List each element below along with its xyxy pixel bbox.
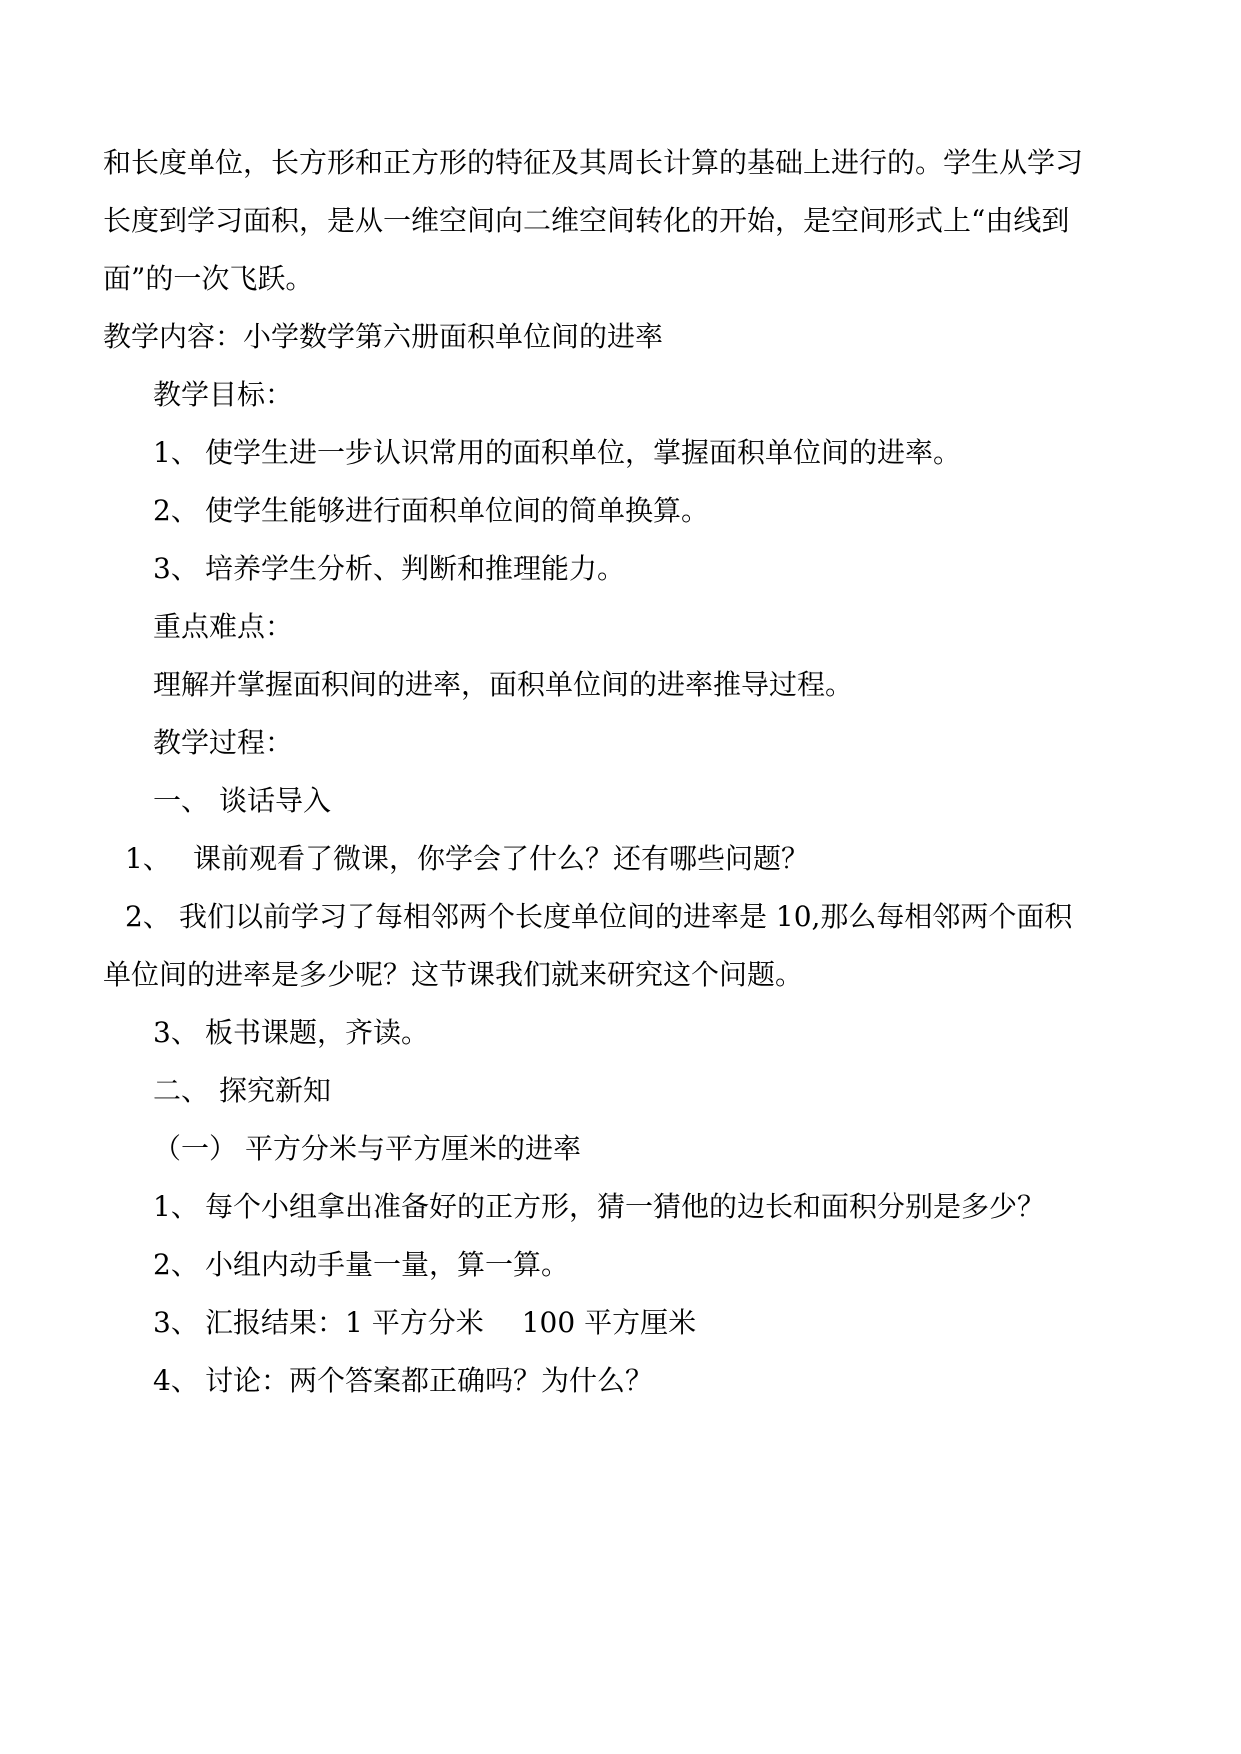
item-number: 3、 bbox=[153, 1306, 199, 1339]
process-heading: 教学过程： bbox=[153, 726, 294, 759]
subsection-number: （一） bbox=[153, 1132, 238, 1165]
objective-number: 2、 bbox=[153, 494, 199, 527]
item-text: 课前观看了微课，你学会了什么？还有哪些问题？ bbox=[193, 842, 810, 875]
item-text: 讨论：两个答案都正确吗？为什么？ bbox=[205, 1364, 654, 1397]
section-1-item-2-line-1 bbox=[125, 897, 1072, 937]
key-points-heading: 重点难点： bbox=[153, 610, 294, 643]
item-text: 每个小组拿出准备好的正方形，猜一猜他的边长和面积分别是多少？ bbox=[205, 1190, 1046, 1223]
subsection-1-item-1 bbox=[153, 1187, 1045, 1227]
subsection-1-item-2 bbox=[153, 1245, 569, 1285]
section-title: 谈话导入 bbox=[219, 784, 332, 817]
objective-item-1 bbox=[153, 433, 961, 473]
item-number: 2、 bbox=[125, 900, 171, 933]
item-number: 2、 bbox=[153, 1248, 199, 1281]
item-number: 1、 bbox=[153, 1190, 199, 1223]
intro-line-1: 和长度单位，长方形和正方形的特征及其周长计算的基础上进行的。学生从学习 bbox=[103, 146, 1084, 179]
section-number: 二、 bbox=[153, 1074, 210, 1107]
section-1-item-1 bbox=[125, 839, 809, 879]
intro-line-3: 面”的一次飞跃。 bbox=[103, 262, 314, 295]
objective-item-3 bbox=[153, 549, 625, 589]
subsection-1-item-3 bbox=[153, 1303, 696, 1343]
item-text: 板书课题，齐读。 bbox=[205, 1016, 430, 1049]
subsection-1-heading bbox=[153, 1129, 581, 1169]
key-points-text: 理解并掌握面积间的进率，面积单位间的进率推导过程。 bbox=[153, 668, 854, 701]
objectives-heading: 教学目标： bbox=[153, 378, 294, 411]
teaching-content: 教学内容：小学数学第六册面积单位间的进率 bbox=[103, 320, 664, 353]
objective-item-2 bbox=[153, 491, 709, 531]
section-title: 探究新知 bbox=[219, 1074, 332, 1107]
objective-number: 3、 bbox=[153, 552, 199, 585]
subsection-title: 平方分米与平方厘米的进率 bbox=[245, 1132, 582, 1165]
objective-text: 培养学生分析、判断和推理能力。 bbox=[205, 552, 626, 585]
item-number: 3、 bbox=[153, 1016, 199, 1049]
section-2-heading bbox=[153, 1071, 331, 1111]
item-number: 1、 bbox=[125, 842, 171, 875]
objective-number: 1、 bbox=[153, 436, 199, 469]
intro-line-2: 长度到学习面积，是从一维空间向二维空间转化的开始，是空间形式上“由线到 bbox=[103, 204, 1070, 237]
item-text: 小组内动手量一量，算一算。 bbox=[205, 1248, 570, 1281]
objective-text: 使学生能够进行面积单位间的简单换算。 bbox=[205, 494, 710, 527]
subsection-1-item-4 bbox=[153, 1361, 653, 1401]
section-number: 一、 bbox=[153, 784, 210, 817]
section-1-heading bbox=[153, 781, 331, 821]
item-text-b: 100 平方厘米 bbox=[521, 1306, 697, 1339]
item-text: 我们以前学习了每相邻两个长度单位间的进率是 10,那么每相邻两个面积 bbox=[179, 900, 1073, 933]
item-text-a: 汇报结果：1 平方分米 bbox=[205, 1306, 484, 1339]
objective-text: 使学生进一步认识常用的面积单位，掌握面积单位间的进率。 bbox=[205, 436, 962, 469]
item-number: 4、 bbox=[153, 1364, 199, 1397]
section-1-item-3 bbox=[153, 1013, 429, 1053]
section-1-item-2-line-2: 单位间的进率是多少呢？这节课我们就来研究这个问题。 bbox=[103, 958, 804, 991]
